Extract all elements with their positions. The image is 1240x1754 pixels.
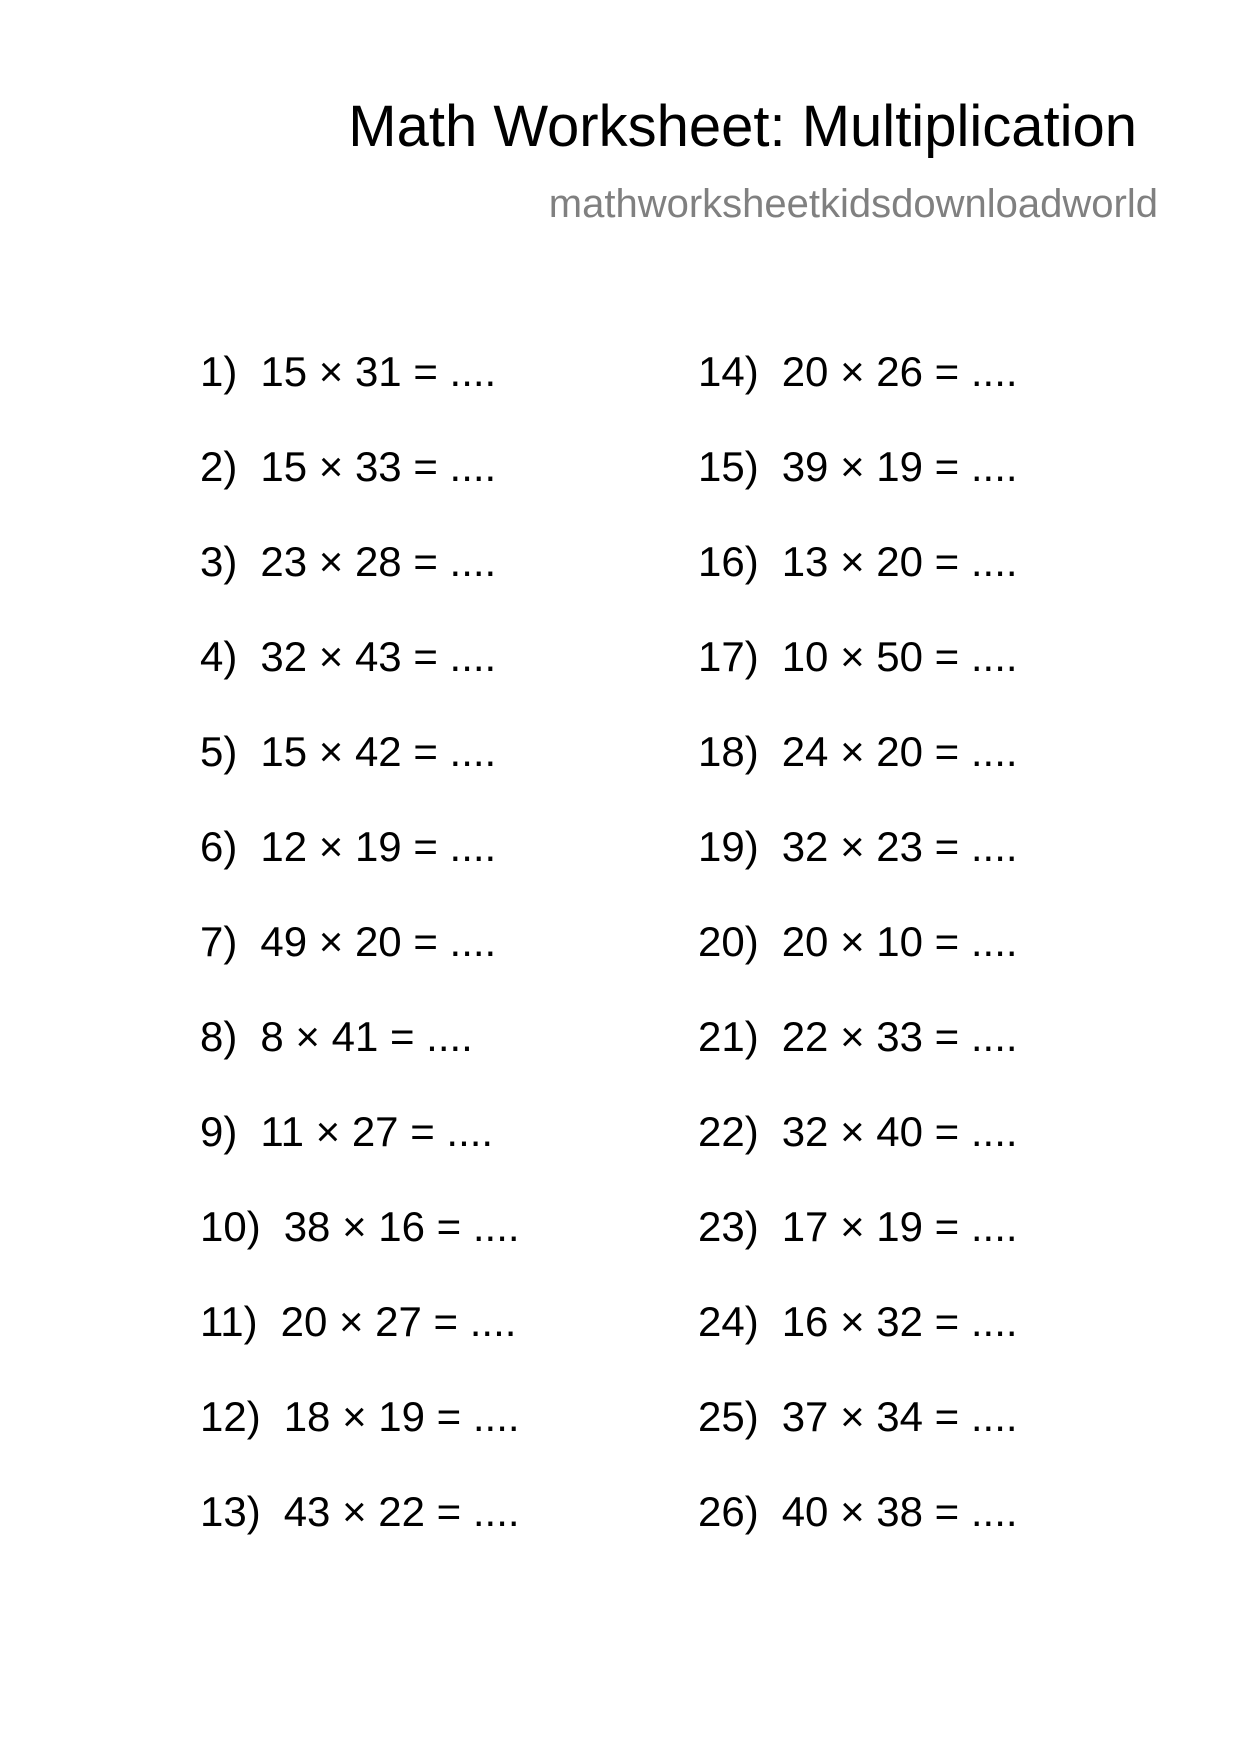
problem-expression: 18 × 19 = ....	[283, 1393, 520, 1440]
problem-number: 12)	[200, 1393, 261, 1440]
problem-item	[698, 1013, 1158, 1108]
problem-expression: 32 × 23 = ....	[781, 823, 1018, 870]
problem-expression: 23 × 28 = ....	[260, 538, 497, 585]
problem-item	[698, 538, 1158, 633]
problem-item	[200, 1298, 660, 1393]
problem-number: 6)	[200, 823, 238, 870]
problem-item	[200, 823, 660, 918]
problem-number: 19)	[698, 823, 759, 870]
problem-item	[200, 443, 660, 538]
problem-expression: 8 × 41 = ....	[260, 1013, 473, 1060]
problem-item	[698, 823, 1158, 918]
problem-number: 9)	[200, 1108, 238, 1155]
problem-item	[698, 443, 1158, 538]
problem-expression: 37 × 34 = ....	[781, 1393, 1018, 1440]
problem-column-right	[698, 348, 1158, 1583]
page-title: Math Worksheet: Multiplication	[348, 94, 1137, 159]
problem-number: 1)	[200, 348, 238, 395]
problem-item	[200, 348, 660, 443]
problem-expression: 24 × 20 = ....	[781, 728, 1018, 775]
problem-item	[698, 348, 1158, 443]
problem-expression: 40 × 38 = ....	[781, 1488, 1018, 1535]
problem-number: 21)	[698, 1013, 759, 1060]
problem-expression: 43 × 22 = ....	[283, 1488, 520, 1535]
problem-number: 23)	[698, 1203, 759, 1250]
problem-item	[200, 538, 660, 633]
problem-item	[698, 633, 1158, 728]
problem-number: 18)	[698, 728, 759, 775]
problem-number: 14)	[698, 348, 759, 395]
problem-number: 13)	[200, 1488, 261, 1535]
problem-expression: 20 × 10 = ....	[781, 918, 1018, 965]
problem-expression: 32 × 40 = ....	[781, 1108, 1018, 1155]
problem-item	[200, 1393, 660, 1488]
problem-expression: 20 × 27 = ....	[280, 1298, 517, 1345]
problem-expression: 22 × 33 = ....	[781, 1013, 1018, 1060]
problem-item	[200, 1203, 660, 1298]
problem-number: 5)	[200, 728, 238, 775]
problem-number: 17)	[698, 633, 759, 680]
problem-expression: 49 × 20 = ....	[260, 918, 497, 965]
problem-number: 22)	[698, 1108, 759, 1155]
problem-expression: 16 × 32 = ....	[781, 1298, 1018, 1345]
problem-expression: 15 × 33 = ....	[260, 443, 497, 490]
problem-item	[698, 1108, 1158, 1203]
problem-expression: 10 × 50 = ....	[781, 633, 1018, 680]
problem-item	[698, 1298, 1158, 1393]
problem-number: 25)	[698, 1393, 759, 1440]
problem-expression: 38 × 16 = ....	[283, 1203, 520, 1250]
problem-item	[200, 1488, 660, 1583]
problem-item	[200, 1013, 660, 1108]
problem-item	[200, 918, 660, 1013]
problem-number: 15)	[698, 443, 759, 490]
problem-expression: 11 × 27 = ....	[260, 1108, 494, 1155]
problem-number: 24)	[698, 1298, 759, 1345]
problem-number: 11)	[200, 1298, 258, 1345]
problem-number: 8)	[200, 1013, 238, 1060]
problem-item	[698, 1203, 1158, 1298]
problem-expression: 20 × 26 = ....	[781, 348, 1018, 395]
problem-expression: 39 × 19 = ....	[781, 443, 1018, 490]
problem-number: 4)	[200, 633, 238, 680]
problem-column-left	[200, 348, 660, 1583]
problem-expression: 12 × 19 = ....	[260, 823, 497, 870]
problem-item	[698, 1393, 1158, 1488]
problem-expression: 17 × 19 = ....	[781, 1203, 1018, 1250]
page-subtitle: mathworksheetkidsdownloadworld	[548, 182, 1158, 226]
problem-expression: 15 × 42 = ....	[260, 728, 497, 775]
problem-item	[200, 1108, 660, 1203]
problem-number: 26)	[698, 1488, 759, 1535]
problem-number: 16)	[698, 538, 759, 585]
problem-number: 10)	[200, 1203, 261, 1250]
problem-item	[200, 728, 660, 823]
problem-item	[698, 918, 1158, 1013]
problem-expression: 15 × 31 = ....	[260, 348, 497, 395]
problem-number: 2)	[200, 443, 238, 490]
problem-item	[200, 633, 660, 728]
problem-expression: 32 × 43 = ....	[260, 633, 497, 680]
problem-item	[698, 1488, 1158, 1583]
problem-item	[698, 728, 1158, 823]
problem-number: 20)	[698, 918, 759, 965]
problem-number: 7)	[200, 918, 238, 965]
problem-expression: 13 × 20 = ....	[781, 538, 1018, 585]
problem-number: 3)	[200, 538, 238, 585]
